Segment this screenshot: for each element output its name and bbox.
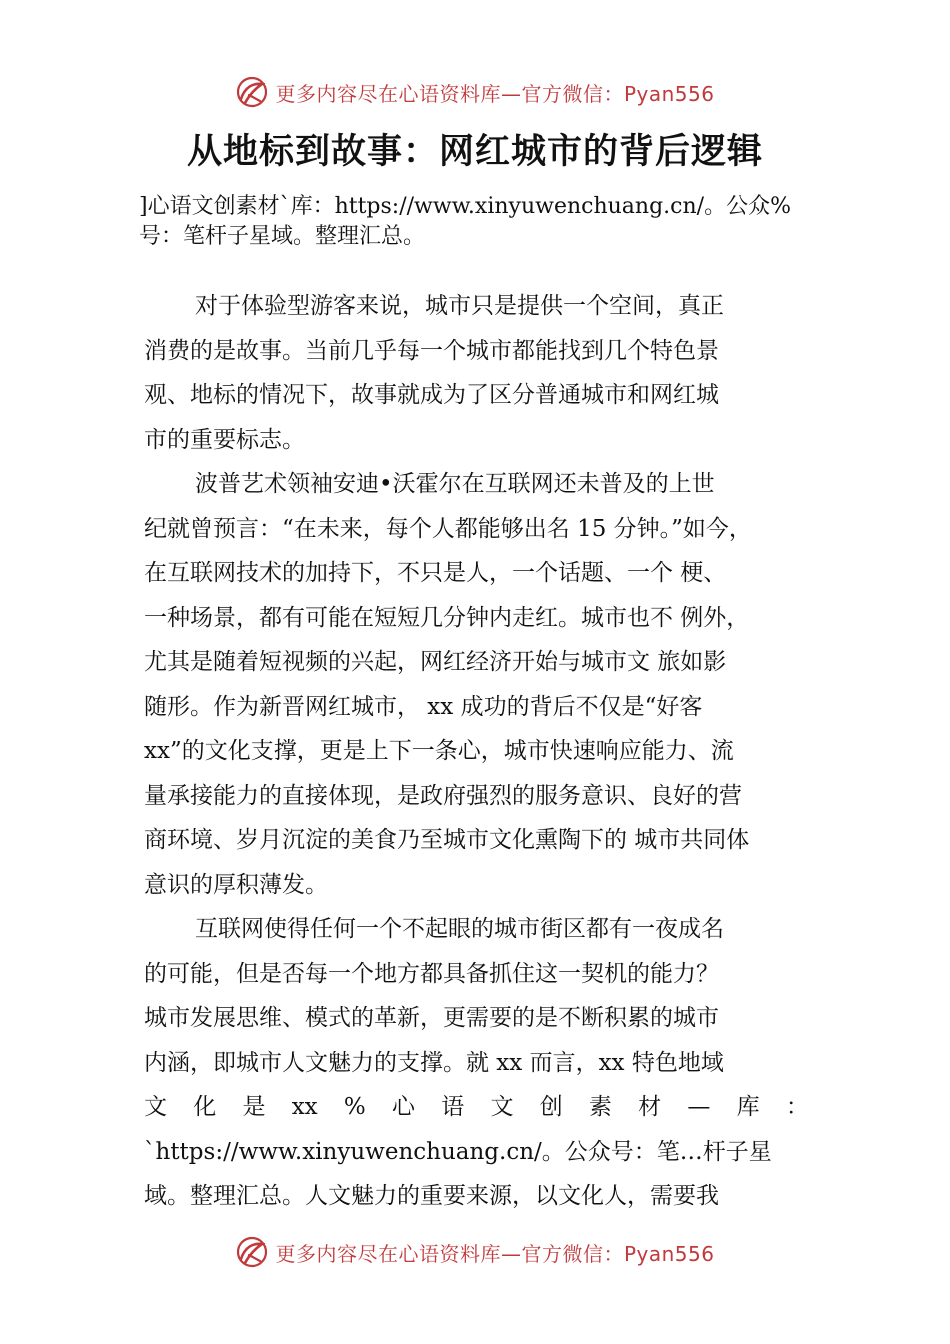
paragraph-line: 纪就曾预言：“在未来，每个人都能够出名 15 分钟。”如今， [144,515,752,542]
brush-signature-logo-icon [235,1235,269,1269]
paragraph-line: 观、地标的情况下，故事就成为了区分普通城市和网红城 [144,382,719,408]
justified-char: 文 [144,1094,167,1120]
justified-char: 文 [490,1094,514,1120]
justified-char: 材 [638,1094,662,1120]
source-note [139,192,859,252]
source-line: ]心语文创素材`库：https://www.xinyuwenchuang.cn/。公众% [139,194,791,219]
source-line: 号：笔杆子星域。整理汇总。 [139,224,426,249]
header-banner-text: 更多内容尽在心语资料库—官方微信：Pyan556 [275,81,715,106]
paragraph-line: 在互联网技术的加持下，不只是人，一个话题、一个 梗、 [144,560,727,586]
justified-char: 化 [193,1094,217,1120]
paragraph-line: 一种场景，都有可能在短短几分钟内走红。城市也不 例外， [144,604,750,631]
justified-char: 语 [441,1094,465,1120]
footer-banner [0,1232,950,1272]
justified-char: 库 [736,1094,760,1120]
paragraph-line: 商环境、岁月沉淀的美食乃至城市文化熏陶下的 城市共同体 [144,827,750,853]
footer-banner-text: 更多内容尽在心语资料库—官方微信：Pyan556 [275,1241,715,1266]
justified-char: % [343,1094,366,1120]
paragraph-line: 的可能，但是否每一个地方都具备抓住这一契机的能力？ [144,960,719,987]
paragraph-line: 意识的厚积薄发。 [144,871,328,898]
paragraph-line: 波普艺术领袖安迪•沃霍尔在互联网还未普及的上世 [195,471,715,497]
article-body [144,284,864,1219]
paragraph-line: 尤其是随着短视频的兴起，网红经济开始与城市文 旅如影 [144,649,727,675]
paragraph-line: 内涵，即城市人文魅力的支撑。就 xx 而言，xx 特色地域 [144,1049,724,1076]
justified-char: 是 [242,1094,266,1120]
justified-char: xx [291,1094,318,1120]
paragraph-line: 量承接能力的直接体现，是政府强烈的服务意识、良好的营 [144,782,742,809]
justified-char: 心 [391,1094,415,1120]
paragraph-line: 对于体验型游客来说，城市只是提供一个空间，真正 [195,293,724,319]
paragraph-line: 消费的是故事。当前几乎每一个城市都能找到几个特色景 [144,337,719,364]
header-banner [0,72,950,112]
paragraph-line: 域。整理汇总。人文魅力的重要来源，以文化人，需要我 [144,1183,719,1209]
paragraph-line: `https://www.xinyuwenchuang.cn/。公众号：笔…杆子星 [144,1138,772,1165]
paragraph-line: 随形。作为新晋网红城市， xx 成功的背后不仅是“好客 [144,693,703,720]
paragraph-line: xx”的文化支撑，更是上下一条心，城市快速响应能力、流 [144,738,734,764]
paragraph-line: 城市发展思维、模式的革新，更需要的是不断积累的城市 [144,1005,719,1031]
justified-char: 素 [588,1094,612,1120]
justified-paragraph-line [144,1085,809,1130]
page-title: 从地标到故事：网红城市的背后逻辑 [186,131,763,172]
justified-char: 创 [539,1094,563,1120]
paragraph-line: 互联网使得任何一个不起眼的城市街区都有一夜成名 [195,916,724,942]
paragraph-line: 市的重要标志。 [144,426,305,453]
justified-char: ： [785,1094,809,1120]
brush-signature-logo-icon [235,75,269,109]
justified-char: — [687,1094,711,1120]
